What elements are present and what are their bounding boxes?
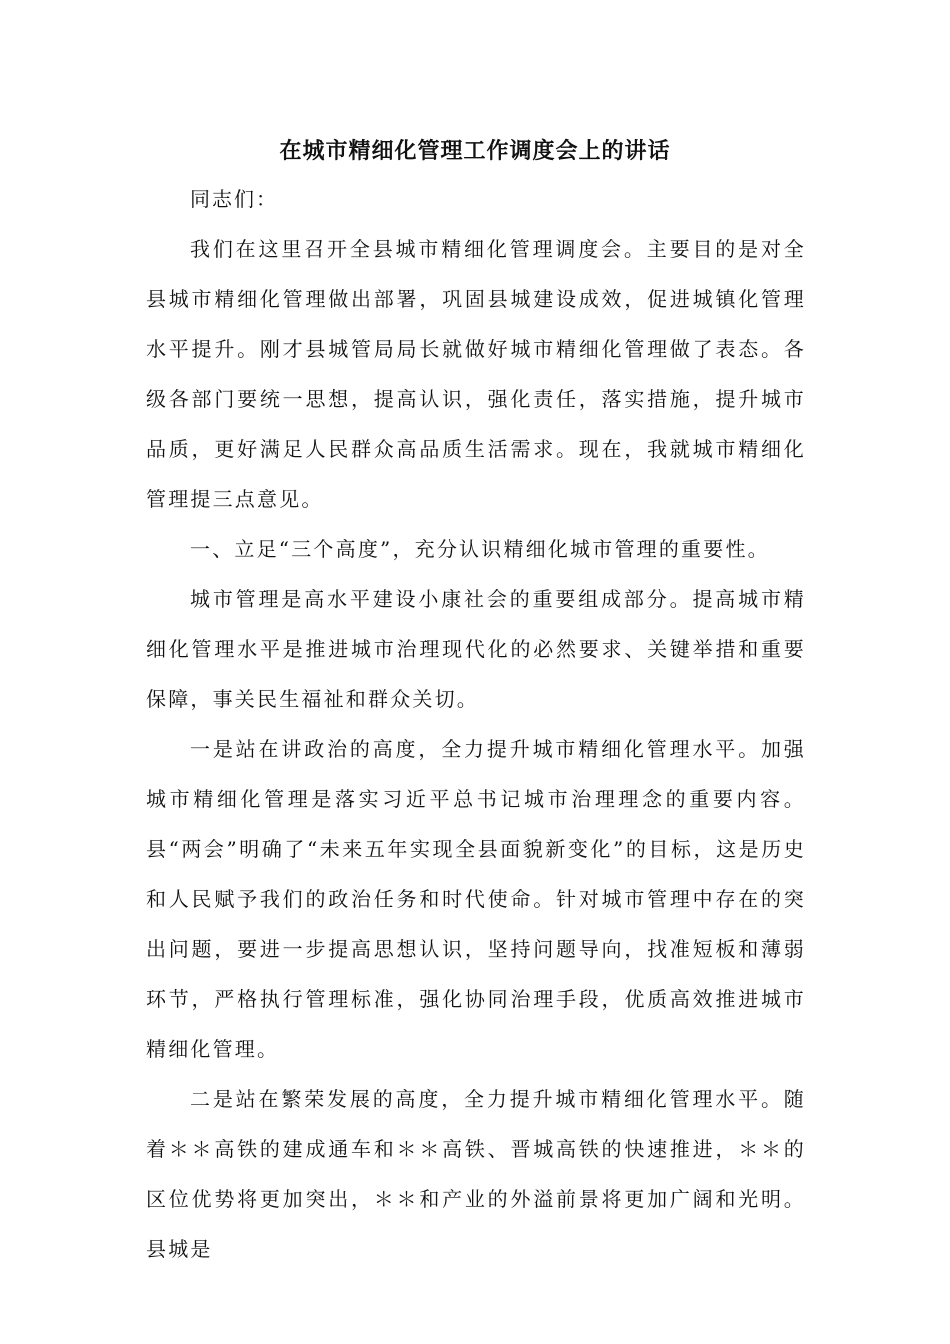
paragraph-intro: 我们在这里召开全县城市精细化管理调度会。主要目的是对全县城市精细化管理做出部署，巩固县城建设成效，促进城镇化管理水平提升。刚才县城管局局长就做好城市精细化管理做了表态。各级各部门要统一思想，提高认识，强化责任，落实措施，提升城市品质，更好满足人民群众高品质生活需求。现在，我就城市精细化管理提三点意见。 bbox=[146, 237, 806, 511]
document-title: 在城市精细化管理工作调度会上的讲话 bbox=[279, 138, 671, 164]
section-heading-1: 一、立足“三个高度”，充分认识精细化城市管理的重要性。 bbox=[190, 537, 770, 561]
paragraph-political-height: 一是站在讲政治的高度，全力提升城市精细化管理水平。加强城市精细化管理是落实习近平总书记城市治理理念的重要内容。县“两会”明确了“未来五年实现全县面貌新变化”的目标，这是历史和人民赋予我们的政治任务和时代使命。针对城市管理中存在的突出问题，要进一步提高思想认识，坚持问题导向，找准短板和薄弱环节，严格执行管理标准，强化协同治理手段，优质高效推进城市精细化管理。 bbox=[146, 737, 806, 1061]
paragraph-development-height: 二是站在繁荣发展的高度，全力提升城市精细化管理水平。随着＊＊高铁的建成通车和＊＊高铁、晋城高铁的快速推进，＊＊的区位优势将更加突出，＊＊和产业的外溢前景将更加广阔和光明。县城是 bbox=[146, 1087, 806, 1261]
paragraph-importance: 城市管理是高水平建设小康社会的重要组成部分。提高城市精细化管理水平是推进城市治理现代化的必然要求、关键举措和重要保障，事关民生福祉和群众关切。 bbox=[146, 587, 806, 711]
salutation: 同志们： bbox=[190, 187, 278, 211]
